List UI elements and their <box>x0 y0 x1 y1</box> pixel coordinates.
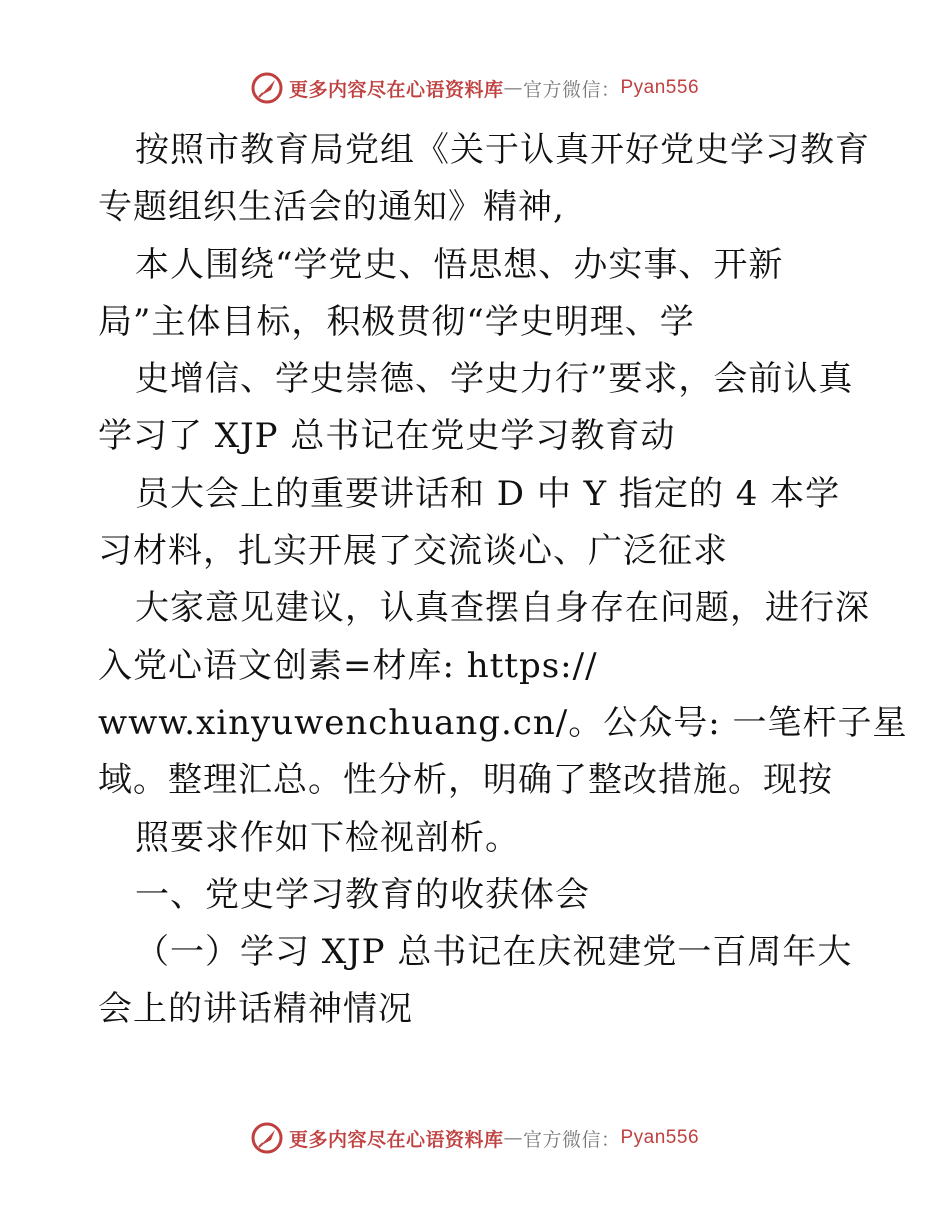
document-body <box>98 122 908 1039</box>
text-line: 域。整理汇总。性分析，明确了整改措施。现按 <box>98 760 833 801</box>
text-line: 员大会上的重要讲话和 D 中 Y 指定的 4 本学 <box>135 473 841 514</box>
text-line: 大家意见建议，认真查摆自身存在问题，进行深 <box>135 588 870 629</box>
banner-wechat-id: Pyan556 <box>620 77 700 98</box>
header-banner <box>0 72 950 104</box>
text-line: 会上的讲话精神情况 <box>98 989 413 1030</box>
text-line: 本人围绕“学党史、悟思想、办实事、开新 <box>135 244 784 285</box>
text-line: 局”主体目标，积极贯彻“学史明理、学 <box>98 301 695 342</box>
text-line: 专题组织生活会的通知》精神, <box>98 187 565 228</box>
subsection-heading: （一）学习 XJP 总书记在庆祝建党一百周年大 <box>135 932 853 973</box>
feather-logo-icon <box>251 72 283 104</box>
feather-logo-icon <box>251 1122 283 1154</box>
text-line: 史增信、学史崇德、学史力行”要求，会前认真 <box>135 359 854 400</box>
banner-wechat-id: Pyan556 <box>620 1127 700 1148</box>
section-heading: 一、党史学习教育的收获体会 <box>135 874 590 915</box>
footer-banner <box>0 1122 950 1154</box>
text-line: www.xinyuwenchuang.cn/。公众号: 一笔杆子星 <box>98 702 908 743</box>
banner-main-text: 更多内容尽在心语资料库 <box>288 1128 504 1151</box>
text-line: 学习了 XJP 总书记在党史学习教育动 <box>98 416 676 457</box>
text-line: 按照市教育局党组《关于认真开好党史学习教育 <box>135 130 870 170</box>
text-line: 习材料，扎实开展了交流谈心、广泛征求 <box>98 531 728 572</box>
banner-sub-text: 官方微信： <box>522 78 621 101</box>
text-line: 入党心语文创素=材库: https:// <box>98 645 598 686</box>
banner-main-text: 更多内容尽在心语资料库 <box>288 78 504 101</box>
banner-dash: — <box>503 1127 523 1149</box>
banner-dash: — <box>503 77 523 99</box>
text-line: 照要求作如下检视剖析。 <box>135 817 520 858</box>
banner-sub-text: 官方微信： <box>522 1128 621 1151</box>
